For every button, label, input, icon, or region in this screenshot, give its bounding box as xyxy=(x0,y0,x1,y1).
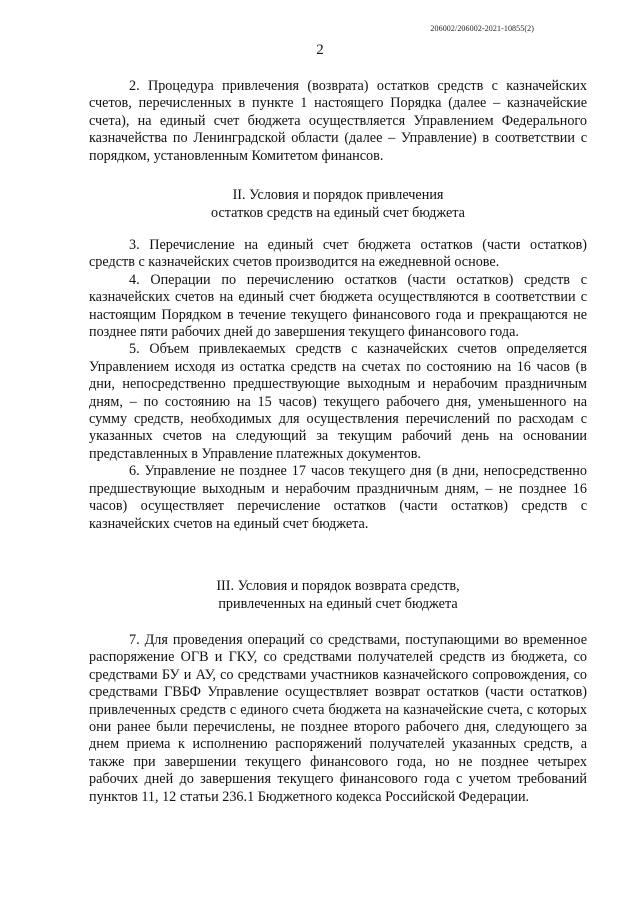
paragraph-2: 2. Процедура привлечения (возврата) остатков средств с казначейских счетов, перечисленных в пункте 1 настоящего Порядка (далее – казначейские счета), на единый счет бюджета осуществляется Управлением Федерального казначейства по Ленинградской области (далее – Управление) в соответствии с порядком, установленным Комитетом финансов. xyxy=(89,78,587,164)
section-3-block xyxy=(89,632,587,806)
section-1-block xyxy=(89,78,587,165)
section-2-heading xyxy=(89,186,587,222)
paragraph-7: 7. Для проведения операций со средствами, поступающими во временное распоряжение ОГВ и ГКУ, со средствами получателей средств из бюджета, со средствами БУ и АУ, со средствами участников казначейского сопровождения, со средствами ГВБФ Управление осуществляет возврат остатков (части остатков) привлеченных средств с единого счета бюджета на казначейские счета, с которых они ранее были перечислены, не позднее второго рабочего дня, следующего за днем приема к исполнению распоряжений получателей указанных средств, а также при завершении текущего финансового года, но не позднее четырех рабочих дней до завершения текущего финансового года с учетом требований пунктов 11, 12 статьи 236.1 Бюджетного кодекса Российской Федерации. xyxy=(89,632,587,805)
section-2-heading-line-1: II. Условия и порядок привлечения xyxy=(232,187,444,203)
document-id: 206002/206002-2021-10855(2) xyxy=(430,24,534,33)
section-3-heading-line-2: привлеченных на единый счет бюджета xyxy=(218,596,458,612)
paragraph-5: 5. Объем привлекаемых средств с казначейских счетов определяется Управлением исходя из остатка средств на счетах по состоянию на 16 часов (в дни, непосредственно предшествующие выходным и нерабочим праздничным дням, – по состоянию на 15 часов) текущего рабочего дня, уменьшенного на сумму средств, необходимых для осуществления перечислений по расходам с указанных счетов на следующий за текущим рабочий день на основании представленных в Управление платежных документов. xyxy=(89,341,587,462)
section-2-heading-line-2: остатков средств на единый счет бюджета xyxy=(211,205,465,221)
paragraph-6: 6. Управление не позднее 17 часов текущего дня (в дни, непосредственно предшествующие выходным и нерабочим праздничным дням, – не позднее 16 часов) осуществляет перечисление остатков (части остатков) средств с казначейских счетов на единый счет бюджета. xyxy=(89,463,587,532)
paragraph-4: 4. Операции по перечислению остатков (части остатков) средств с казначейских счетов на единый счет бюджета осуществляются в соответствии с настоящим Порядком в течение текущего финансового года и прекращаются не позднее пяти рабочих дней до завершения текущего финансового года. xyxy=(89,271,587,341)
section-3-heading xyxy=(89,577,587,613)
page-number: 2 xyxy=(316,42,324,58)
paragraph-3: 3. Перечисление на единый счет бюджета остатков (части остатков) средств с казначейских счетов производится на ежедневной основе. xyxy=(89,237,587,271)
section-2-block xyxy=(89,237,587,533)
section-3-heading-line-1: III. Условия и порядок возврата средств, xyxy=(216,578,460,594)
